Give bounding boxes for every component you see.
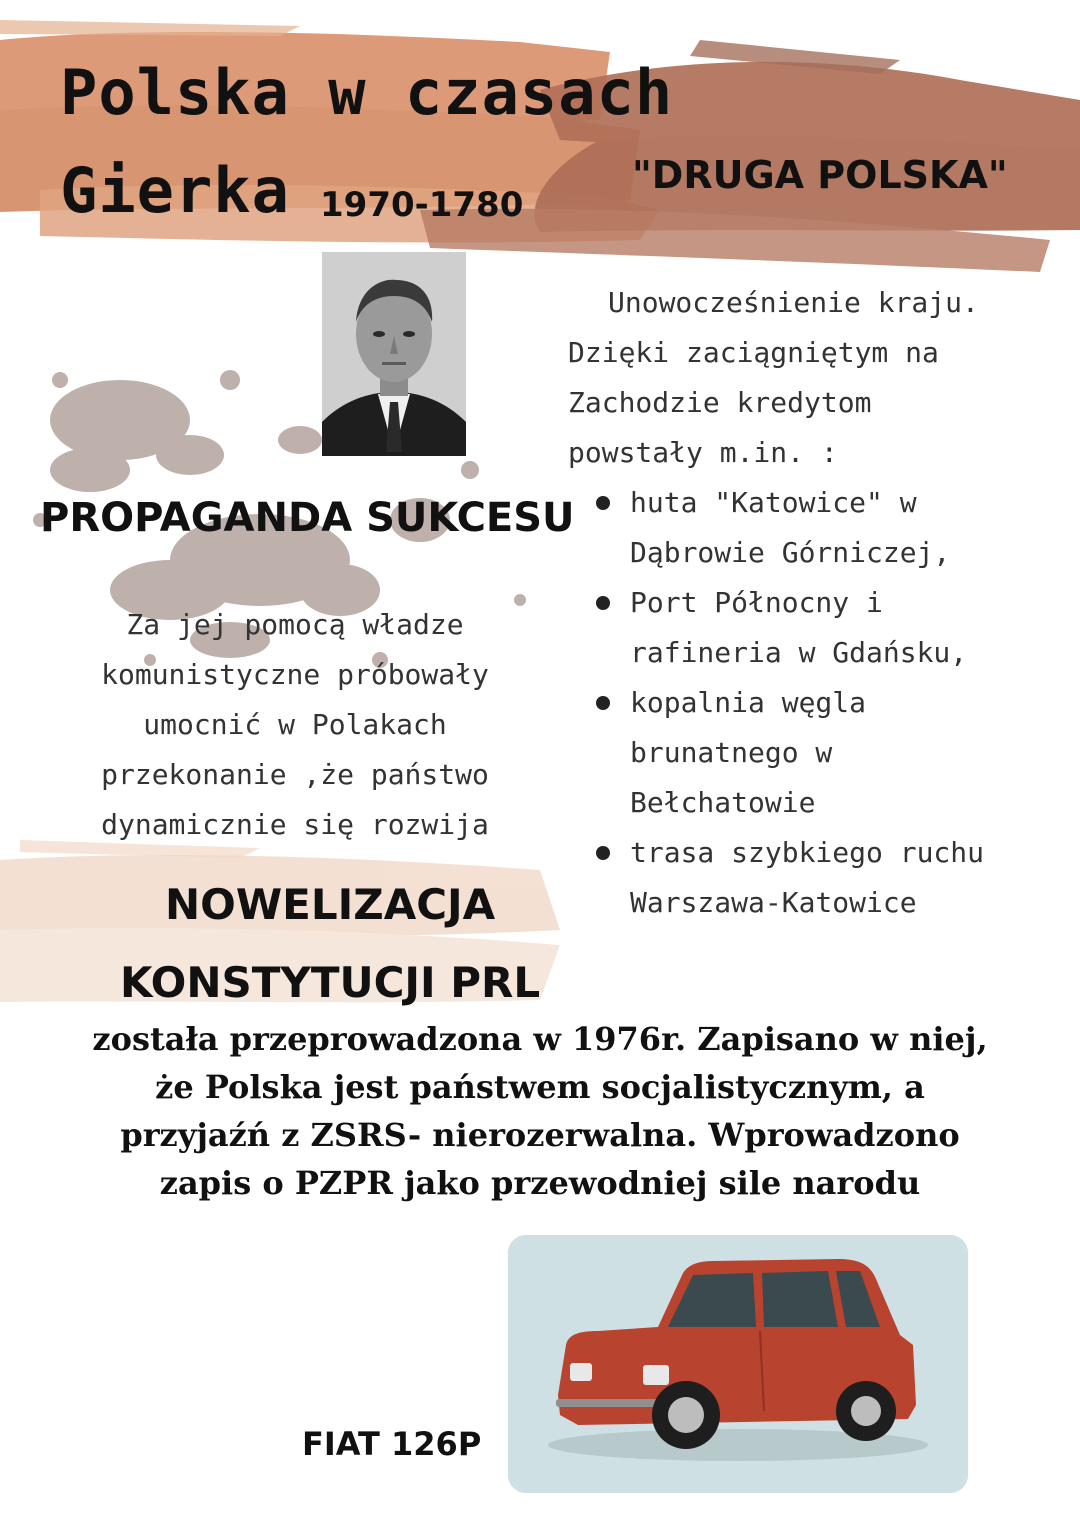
intro-line: Dzięki zaciągniętym na [568,336,939,369]
bullet-icon [596,496,610,510]
list-item [594,828,1074,928]
list-item [594,678,1074,828]
propaganda-line: przekonanie ,że państwo [101,758,489,791]
list-item-line: rafineria w Gdańsku, [630,636,968,669]
konstytucja-line: została przeprowadzona w 1976r. Zapisano w niej, [92,1020,988,1058]
propaganda-heading: PROPAGANDA SUKCESU [40,495,575,541]
konstytucja-line: że Polska jest państwem socjalistycznym, a [155,1068,925,1106]
konstytucja-text [40,1015,1040,1207]
list-item-line: Warszawa-Katowice [630,886,917,919]
investments-list [594,478,1074,928]
car-photo [508,1235,968,1493]
propaganda-line: Za jej pomocą władze [126,608,464,641]
intro-line: Unowocześnienie kraju. [608,286,979,319]
bullet-icon [596,596,610,610]
konstytucja-heading-line-2: KONSTYTUCJI PRL [120,958,541,1007]
konstytucja-line: zapis o PZPR jako przewodniej sile narodu [159,1164,921,1202]
bullet-icon [596,846,610,860]
konstytucja-line: przyjaźń z ZSRS- nierozerwalna. Wprowadzono [120,1116,960,1154]
druga-polska-heading: "DRUGA POLSKA" [632,153,1008,197]
portrait-photo [322,252,466,456]
list-item [594,578,1074,678]
list-item-line: Bełchatowie [630,786,816,819]
propaganda-line: komunistyczne próbowały [101,658,489,691]
bullet-icon [596,696,610,710]
list-item-line: huta "Katowice" w [630,486,917,519]
modernization-intro [568,278,1068,478]
list-item-line: brunatnego w [630,736,833,769]
intro-line: Zachodzie kredytom [568,386,872,419]
konstytucja-heading-line-1: NOWELIZACJA [165,880,496,929]
propaganda-line: dynamicznie się rozwija [101,808,489,841]
fiat-label: FIAT 126P [302,1425,482,1463]
list-item-line: trasa szybkiego ruchu [630,836,985,869]
propaganda-line: umocnić w Polakach [143,708,447,741]
list-item-line: kopalnia węgla [630,686,867,719]
list-item [594,478,1074,578]
page-title-line-2: Gierka [60,154,290,227]
list-item-line: Port Północny i [630,586,883,619]
page-title-line-1: Polska w czasach [60,56,674,129]
intro-line: powstały m.in. : [568,436,838,469]
propaganda-text [60,600,530,850]
years-label: 1970-1780 [320,185,524,225]
list-item-line: Dąbrowie Górniczej, [630,536,951,569]
